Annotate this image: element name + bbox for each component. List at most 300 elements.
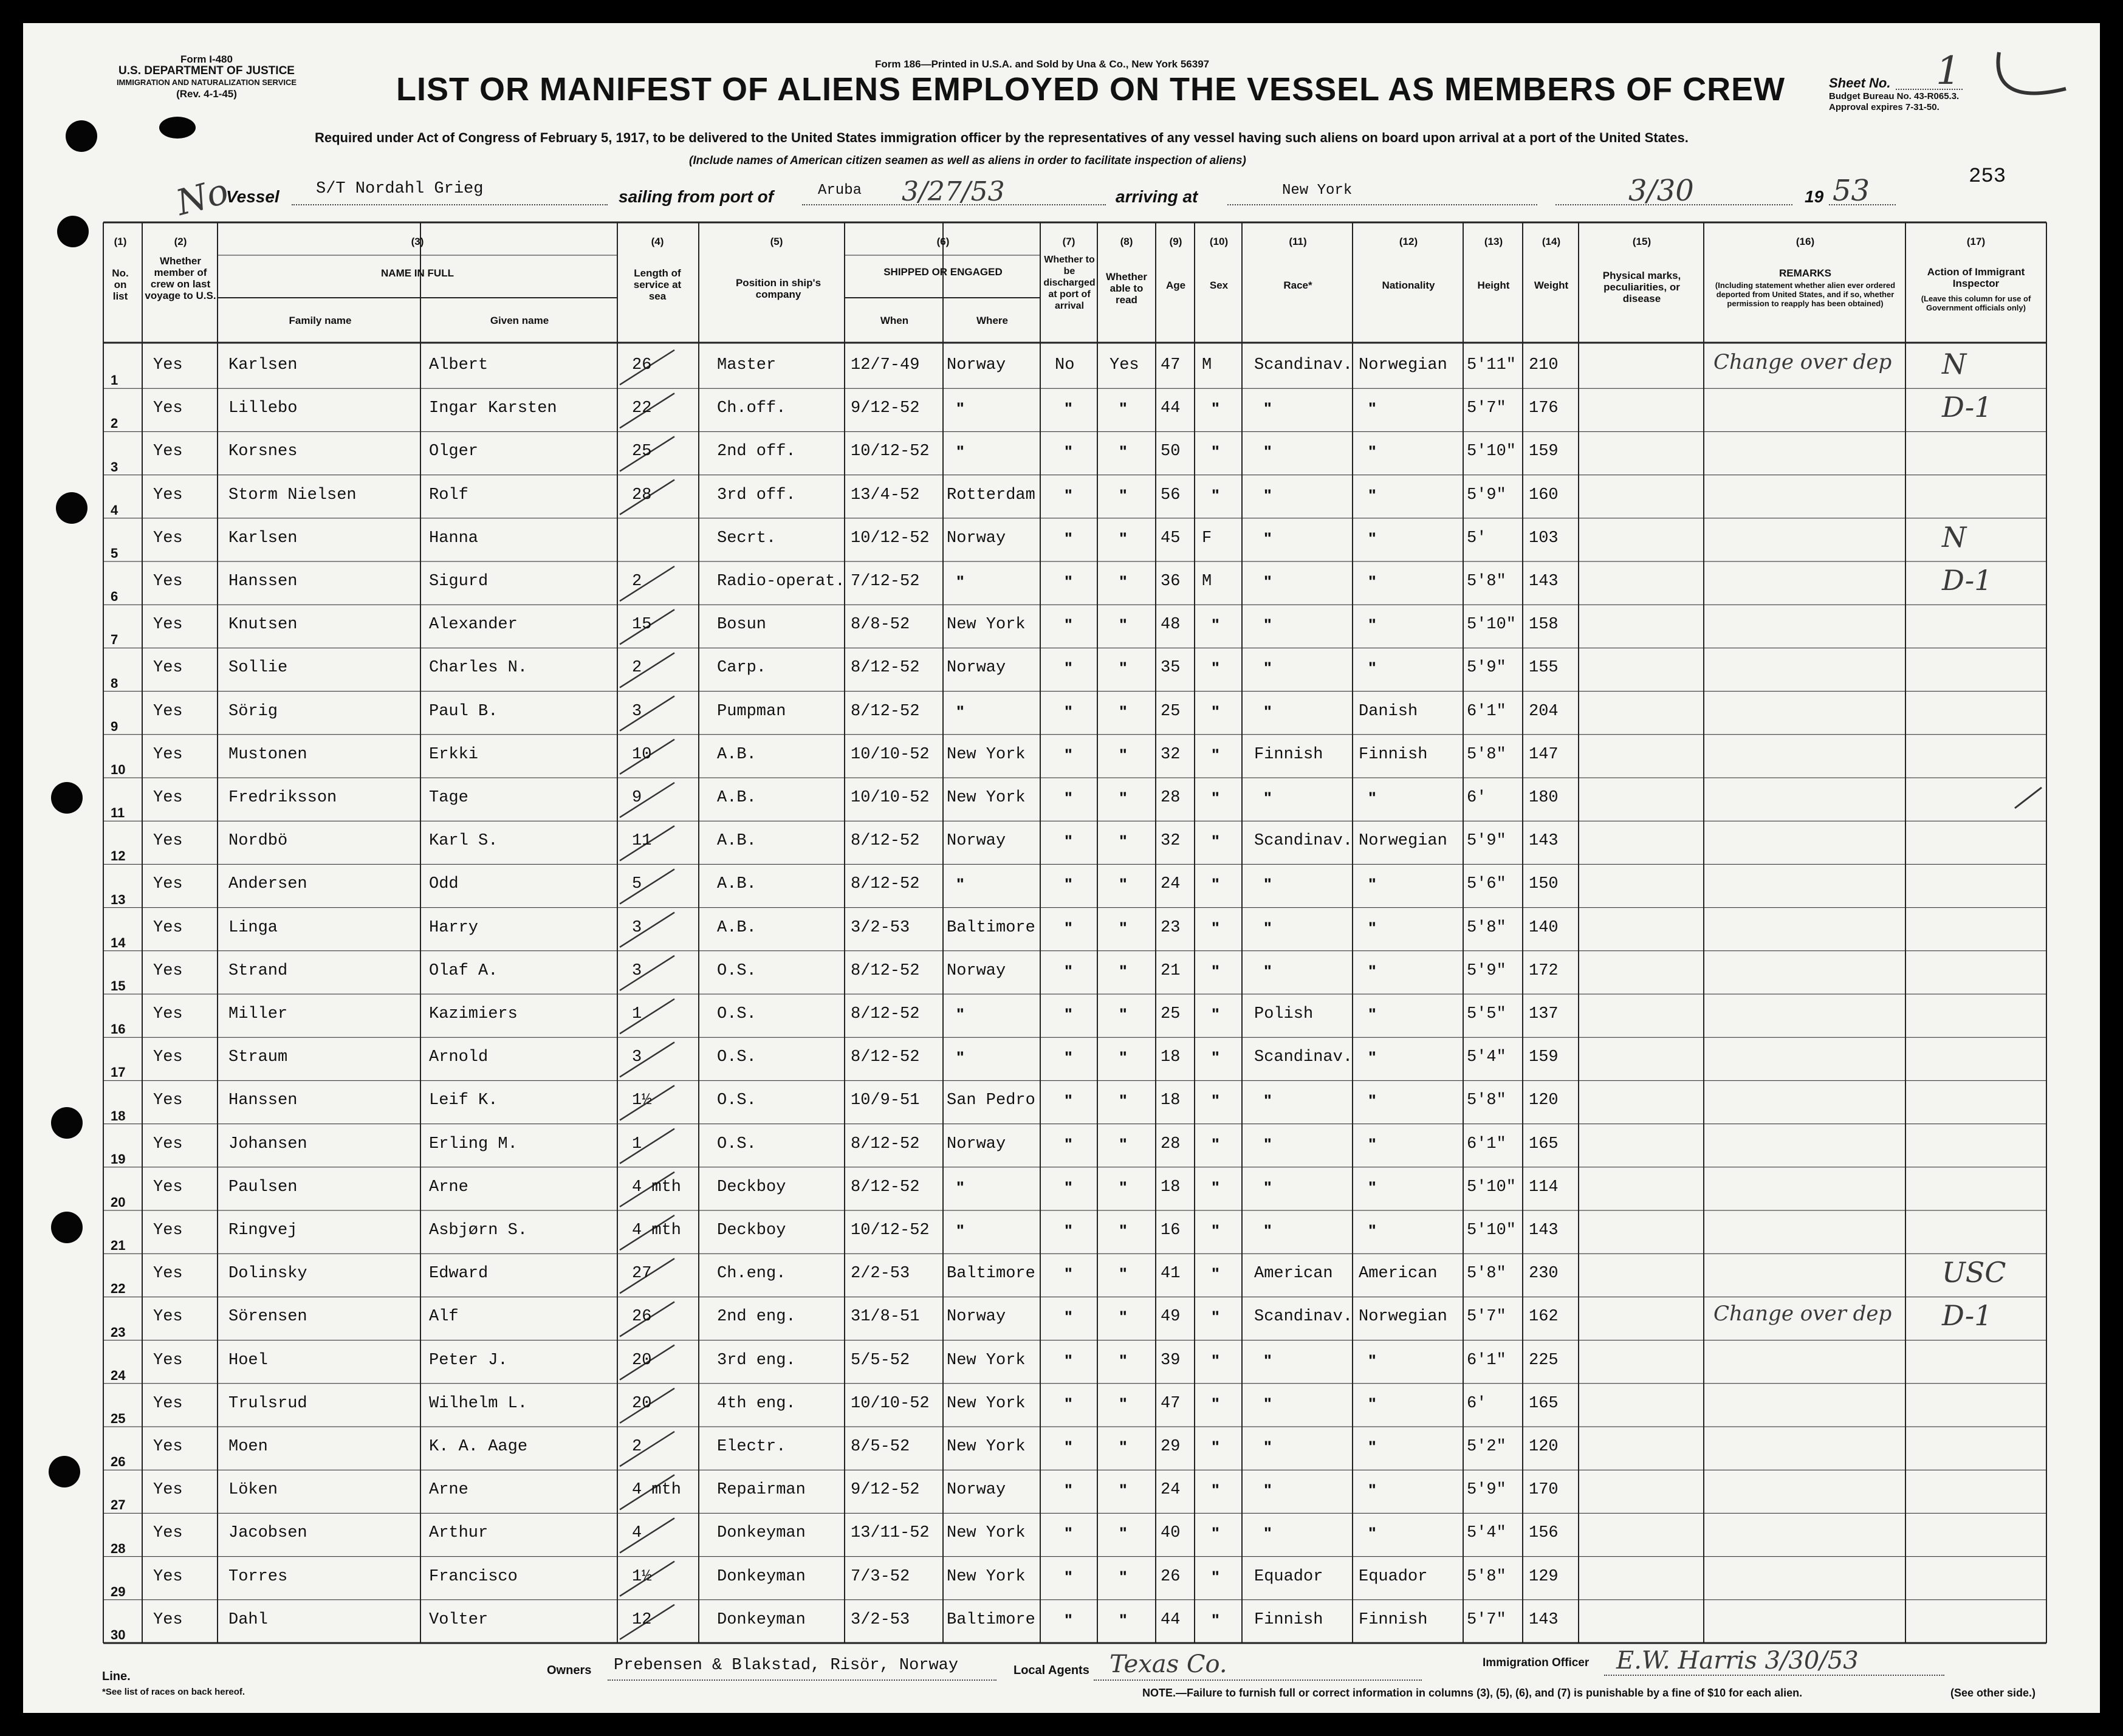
cell-weight: 204 <box>1529 702 1559 721</box>
cell-weight: 165 <box>1529 1134 1559 1153</box>
hdr-service-length: Length of service at sea <box>633 267 682 302</box>
cell-prior-voyage: Yes <box>153 1091 183 1110</box>
cell-prior-voyage: Yes <box>153 1610 183 1629</box>
cell-family-name: Hanssen <box>228 1091 298 1110</box>
cell-weight: 114 <box>1529 1178 1559 1196</box>
hdr-remarks-sub: (Including statement whether alien ever ordered deported from United States, and if so, whether permission to reapply has been obtained) <box>1715 281 1896 308</box>
hdr-position: Position in ship's company <box>735 277 821 300</box>
cell-nationality: Finnish <box>1359 745 1428 764</box>
hdr-num-14: (14) <box>1542 236 1561 247</box>
cell-able-read: " <box>1119 918 1127 937</box>
cell-height: 5'7" <box>1467 399 1506 418</box>
inspector-action: D-1 <box>1942 391 1992 424</box>
cell-service-length: 27 <box>632 1264 652 1283</box>
cell-position: 3rd off. <box>717 485 796 504</box>
cell-discharge: " <box>1065 961 1072 980</box>
cell-family-name: Miller <box>228 1005 288 1023</box>
cell-position: Radio-operat. <box>717 572 845 591</box>
cell-prior-voyage: Yes <box>153 875 183 894</box>
cell-race: Scandinav. <box>1254 1308 1353 1326</box>
hdr-num-1: (1) <box>114 236 127 247</box>
vessel-label: Vessel <box>226 187 280 206</box>
cell-race: Finnish <box>1254 1610 1323 1629</box>
cell-weight: 155 <box>1529 659 1559 678</box>
cell-height: 5'6" <box>1467 875 1506 894</box>
row-line-number: 14 <box>111 935 126 950</box>
cell-age: 25 <box>1161 702 1181 721</box>
hdr-height: Height <box>1477 280 1510 291</box>
cell-prior-voyage: Yes <box>153 789 183 807</box>
cell-race: " <box>1264 918 1272 937</box>
cell-shipped-when: 3/2-53 <box>851 1610 910 1629</box>
cell-family-name: Trulsrud <box>228 1394 307 1413</box>
cell-age: 29 <box>1161 1438 1181 1456</box>
cell-position: Master <box>717 356 777 374</box>
cell-prior-voyage: Yes <box>153 659 183 678</box>
cell-weight: 162 <box>1529 1308 1559 1326</box>
cell-family-name: Sollie <box>228 659 288 678</box>
cell-able-read: " <box>1119 572 1127 591</box>
cell-family-name: Hoel <box>228 1351 268 1370</box>
cell-nationality: " <box>1368 1091 1376 1110</box>
cell-sex: " <box>1212 1178 1219 1196</box>
cell-sex: " <box>1212 1481 1219 1500</box>
cell-age: 36 <box>1161 572 1181 591</box>
cell-discharge: " <box>1065 1134 1072 1153</box>
cell-position: A.B. <box>717 832 756 851</box>
cell-family-name: Karlsen <box>228 529 298 547</box>
cell-race: " <box>1264 1351 1272 1370</box>
cell-prior-voyage: Yes <box>153 1394 183 1413</box>
footer-line-label: Line. <box>102 1670 131 1683</box>
cell-shipped-when: 9/12-52 <box>851 1481 920 1500</box>
cell-shipped-where: " <box>956 572 964 591</box>
cell-shipped-where: " <box>956 875 964 894</box>
sailing-label: sailing from port of <box>619 187 774 206</box>
cell-family-name: Fredriksson <box>228 789 337 807</box>
cell-height: 5'8" <box>1467 1091 1506 1110</box>
cell-discharge: " <box>1065 1178 1072 1196</box>
cell-nationality: " <box>1368 1134 1376 1153</box>
cell-family-name: Ringvej <box>228 1221 298 1240</box>
cell-shipped-where: Norway <box>947 961 1006 980</box>
cell-family-name: Nordbö <box>228 832 288 851</box>
cell-position: O.S. <box>717 961 756 980</box>
cell-nationality: " <box>1368 529 1376 547</box>
cell-position: 3rd eng. <box>717 1351 796 1370</box>
cell-sex: " <box>1212 702 1219 721</box>
cell-nationality: " <box>1368 572 1376 591</box>
cell-height: 6'1" <box>1467 702 1506 721</box>
cell-height: 5'10" <box>1467 1178 1517 1196</box>
cell-service-length: 9 <box>632 789 642 807</box>
cell-nationality: " <box>1368 961 1376 980</box>
cell-race: Scandinav. <box>1254 356 1353 374</box>
hdr-race: Race* <box>1283 280 1312 291</box>
cell-position: Deckboy <box>717 1221 786 1240</box>
row-line-number: 24 <box>111 1367 126 1383</box>
cell-family-name: Mustonen <box>228 745 307 764</box>
owners-underline <box>608 1679 996 1681</box>
cell-able-read: " <box>1119 1221 1127 1240</box>
cell-shipped-when: 10/12-52 <box>851 442 930 461</box>
cell-given-name: K. A. Aage <box>429 1438 528 1456</box>
cell-shipped-where: New York <box>947 789 1026 807</box>
cell-position: 2nd off. <box>717 442 796 461</box>
cell-age: 41 <box>1161 1264 1181 1283</box>
cell-shipped-where: Norway <box>947 529 1006 547</box>
cell-prior-voyage: Yes <box>153 1178 183 1196</box>
cell-service-length: 2 <box>632 1438 642 1456</box>
cell-race: " <box>1264 1178 1272 1196</box>
cell-nationality: " <box>1368 659 1376 678</box>
cell-sex: " <box>1212 1264 1219 1283</box>
cell-height: 5'4" <box>1467 1048 1506 1067</box>
cell-shipped-when: 10/12-52 <box>851 1221 930 1240</box>
cell-service-length: 26 <box>632 356 652 374</box>
cell-family-name: Korsnes <box>228 442 298 461</box>
row-line-number: 10 <box>111 762 126 777</box>
cell-service-length: 4 <box>632 1524 642 1543</box>
cell-weight: 230 <box>1529 1264 1559 1283</box>
cell-prior-voyage: Yes <box>153 961 183 980</box>
cell-age: 39 <box>1161 1351 1181 1370</box>
cell-position: Ch.eng. <box>717 1264 786 1283</box>
inspector-action: N <box>1942 348 1967 380</box>
cell-shipped-when: 8/12-52 <box>851 1048 920 1067</box>
pen-stroke <box>2015 787 2042 808</box>
form-title: LIST OR MANIFEST OF ALIENS EMPLOYED ON THE VESSEL AS MEMBERS OF CREW <box>396 71 1786 108</box>
cell-service-length: 28 <box>632 485 652 504</box>
cell-shipped-where: " <box>956 1048 964 1067</box>
cell-shipped-when: 10/12-52 <box>851 529 930 547</box>
form-id-line: U.S. DEPARTMENT OF JUSTICE <box>118 64 295 77</box>
cell-service-length: 1½ <box>632 1567 652 1586</box>
cell-shipped-when: 13/11-52 <box>851 1524 930 1543</box>
cell-sex: " <box>1212 442 1219 461</box>
cell-given-name: Arne <box>429 1481 468 1500</box>
hdr-num-3: (3) <box>411 236 424 247</box>
cell-height: 5'2" <box>1467 1438 1506 1456</box>
cell-nationality: " <box>1368 1221 1376 1240</box>
cell-weight: 176 <box>1529 399 1559 418</box>
row-line-number: 2 <box>111 416 118 431</box>
cell-discharge: " <box>1065 659 1072 678</box>
printer-note: Form 186—Printed in U.S.A. and Sold by Una & Co., New York 56397 <box>875 58 1210 70</box>
row-line-number: 18 <box>111 1108 126 1124</box>
cell-position: A.B. <box>717 918 756 937</box>
cell-nationality: " <box>1368 1394 1376 1413</box>
strike-mark <box>620 696 674 731</box>
cell-able-read: " <box>1119 1264 1127 1283</box>
cell-discharge: " <box>1065 1351 1072 1370</box>
cell-discharge: " <box>1065 1264 1072 1283</box>
cell-position: Donkeyman <box>717 1567 806 1586</box>
cell-position: Carp. <box>717 659 767 678</box>
arriving-port: New York <box>1282 182 1353 199</box>
cell-weight: 103 <box>1529 529 1559 547</box>
row-line-number: 5 <box>111 546 118 561</box>
cell-family-name: Moen <box>228 1438 268 1456</box>
form-id-line: Form I-480 <box>180 53 233 65</box>
cell-weight: 150 <box>1529 875 1559 894</box>
cell-height: 5'9" <box>1467 659 1506 678</box>
cell-prior-voyage: Yes <box>153 1221 183 1240</box>
cell-shipped-when: 9/12-52 <box>851 399 920 418</box>
cell-shipped-when: 10/9-51 <box>851 1091 920 1110</box>
cell-shipped-when: 8/12-52 <box>851 1005 920 1023</box>
strike-mark <box>620 1432 674 1466</box>
cell-given-name: Paul B. <box>429 702 498 721</box>
row-line-number: 21 <box>111 1238 126 1254</box>
cell-prior-voyage: Yes <box>153 1567 183 1586</box>
margin-note: No <box>171 170 233 224</box>
cell-height: 5'8" <box>1467 572 1506 591</box>
strike-mark <box>620 869 674 904</box>
row-line-number: 29 <box>111 1583 126 1599</box>
hdr-discharge: Whether to be discharged at port of arrival <box>1043 255 1096 311</box>
cell-age: 56 <box>1161 485 1181 504</box>
cell-position: Repairman <box>717 1481 806 1500</box>
cell-given-name: Edward <box>429 1264 489 1283</box>
cell-nationality: " <box>1368 399 1376 418</box>
cell-height: 6'1" <box>1467 1351 1506 1370</box>
cell-service-length: 3 <box>632 918 642 937</box>
cell-discharge: " <box>1065 399 1072 418</box>
owners-value: Prebensen & Blakstad, Risör, Norway <box>614 1656 959 1675</box>
cell-given-name: Volter <box>429 1610 489 1629</box>
cell-race: " <box>1264 399 1272 418</box>
cell-service-length: 20 <box>632 1351 652 1370</box>
cell-shipped-where: New York <box>947 1567 1026 1586</box>
cell-service-length: 15 <box>632 616 652 634</box>
cell-race: " <box>1264 442 1272 461</box>
cell-able-read: " <box>1119 616 1127 634</box>
cell-shipped-when: 10/10-52 <box>851 745 930 764</box>
inspector-action: D-1 <box>1942 1299 1992 1333</box>
cell-given-name: Peter J. <box>429 1351 508 1370</box>
cell-shipped-when: 31/8-51 <box>851 1308 920 1326</box>
cell-position: Bosun <box>717 616 767 634</box>
cell-age: 28 <box>1161 789 1181 807</box>
cell-weight: 180 <box>1529 789 1559 807</box>
vessel-name: S/T Nordahl Grieg <box>316 180 484 198</box>
cell-prior-voyage: Yes <box>153 1134 183 1153</box>
cell-able-read: " <box>1119 485 1127 504</box>
row-line-number: 17 <box>111 1065 126 1080</box>
cell-age: 25 <box>1161 1005 1181 1023</box>
cell-weight: 170 <box>1529 1481 1559 1500</box>
cell-discharge: " <box>1065 1481 1072 1500</box>
hdr-num-16: (16) <box>1795 236 1815 247</box>
cell-discharge: " <box>1065 485 1072 504</box>
cell-able-read: " <box>1119 875 1127 894</box>
cell-given-name: Asbjørn S. <box>429 1221 528 1240</box>
cell-height: 5'11" <box>1467 356 1517 374</box>
cell-weight: 120 <box>1529 1091 1559 1110</box>
cell-shipped-where: " <box>956 1178 964 1196</box>
cell-shipped-where: New York <box>947 1394 1026 1413</box>
cell-family-name: Strand <box>228 961 288 980</box>
hdr-num-12: (12) <box>1399 236 1418 247</box>
hdr-shipped: SHIPPED OR ENGAGED <box>883 266 1003 278</box>
cell-family-name: Storm Nielsen <box>228 485 357 504</box>
cell-able-read: " <box>1119 745 1127 764</box>
cell-position: A.B. <box>717 789 756 807</box>
cell-family-name: Torres <box>228 1567 288 1586</box>
cell-age: 35 <box>1161 659 1181 678</box>
hdr-shipped-when: When <box>880 315 909 326</box>
hdr-num-15: (15) <box>1632 236 1651 247</box>
cell-given-name: Karl S. <box>429 832 498 851</box>
cell-position: Deckboy <box>717 1178 786 1196</box>
cell-height: 5'8" <box>1467 918 1506 937</box>
cell-shipped-when: 8/12-52 <box>851 875 920 894</box>
cell-prior-voyage: Yes <box>153 1524 183 1543</box>
cell-height: 5'7" <box>1467 1308 1506 1326</box>
hdr-num-6: (6) <box>936 236 950 247</box>
cell-sex: " <box>1212 789 1219 807</box>
cell-family-name: Dahl <box>228 1610 268 1629</box>
cell-family-name: Paulsen <box>228 1178 298 1196</box>
cell-weight: 129 <box>1529 1567 1559 1586</box>
cell-position: A.B. <box>717 745 756 764</box>
cell-given-name: Rolf <box>429 485 468 504</box>
cell-age: 26 <box>1161 1567 1181 1586</box>
strike-mark <box>620 999 674 1034</box>
cell-prior-voyage: Yes <box>153 1438 183 1456</box>
sheet-no-value: 1 <box>1936 49 1961 94</box>
remark-handwriting: Change over dep <box>1713 350 1892 374</box>
hdr-physical-marks: Physical marks, peculiarities, or disease <box>1602 270 1681 304</box>
cell-family-name: Johansen <box>228 1134 307 1153</box>
cell-given-name: Harry <box>429 918 479 937</box>
cell-able-read: " <box>1119 1394 1127 1413</box>
cell-age: 16 <box>1161 1221 1181 1240</box>
cell-sex: " <box>1212 1221 1219 1240</box>
cell-able-read: " <box>1119 1308 1127 1326</box>
cell-service-length: 1 <box>632 1134 642 1153</box>
cell-able-read: " <box>1119 529 1127 547</box>
cell-age: 18 <box>1161 1178 1181 1196</box>
cell-given-name: Alf <box>429 1308 459 1326</box>
cell-discharge: " <box>1065 702 1072 721</box>
cell-able-read: " <box>1119 1567 1127 1586</box>
form-subtitle: Required under Act of Congress of February 5, 1917, to be delivered to the United States immigration officer by the representatives of any vessel having such aliens on board upon arrival at a port of the United States. <box>315 130 1689 145</box>
cell-shipped-where: Norway <box>947 659 1006 678</box>
cell-service-length: 1 <box>632 1005 642 1023</box>
cell-prior-voyage: Yes <box>153 918 183 937</box>
cell-discharge: " <box>1065 1438 1072 1456</box>
strike-mark <box>620 913 674 947</box>
cell-able-read: Yes <box>1110 356 1139 374</box>
cell-position: Donkeyman <box>717 1610 806 1629</box>
cell-age: 47 <box>1161 1394 1181 1413</box>
cell-nationality: " <box>1368 1048 1376 1067</box>
cell-service-length: 10 <box>632 745 652 764</box>
cell-shipped-where: New York <box>947 1438 1026 1456</box>
remark-handwriting: Change over dep <box>1713 1302 1892 1326</box>
cell-nationality: " <box>1368 1005 1376 1023</box>
cell-family-name: Andersen <box>228 875 307 894</box>
cell-given-name: Kazimiers <box>429 1005 518 1023</box>
cell-age: 21 <box>1161 961 1181 980</box>
cell-sex: " <box>1212 1438 1219 1456</box>
cell-shipped-where: New York <box>947 1351 1026 1370</box>
cell-prior-voyage: Yes <box>153 745 183 764</box>
strike-mark <box>620 566 674 601</box>
cell-discharge: " <box>1065 529 1072 547</box>
cell-sex: " <box>1212 918 1219 937</box>
cell-service-length: 25 <box>632 442 652 461</box>
cell-prior-voyage: Yes <box>153 485 183 504</box>
cell-race: " <box>1264 1221 1272 1240</box>
hdr-num-17: (17) <box>1966 236 1986 247</box>
cell-age: 44 <box>1161 399 1181 418</box>
cell-discharge: " <box>1065 875 1072 894</box>
hdr-num-5: (5) <box>770 236 783 247</box>
cell-discharge: " <box>1065 1221 1072 1240</box>
cell-prior-voyage: Yes <box>153 1481 183 1500</box>
cell-shipped-where: " <box>956 702 964 721</box>
cell-nationality: Finnish <box>1359 1610 1428 1629</box>
cell-race: " <box>1264 1394 1272 1413</box>
cell-able-read: " <box>1119 1134 1127 1153</box>
depart-date: 3/27/53 <box>902 176 1005 207</box>
row-line-number: 12 <box>111 848 126 864</box>
port-name: Aruba <box>818 182 862 199</box>
cell-age: 49 <box>1161 1308 1181 1326</box>
cell-discharge: " <box>1065 1610 1072 1629</box>
cell-age: 24 <box>1161 875 1181 894</box>
cell-position: Pumpman <box>717 702 786 721</box>
hdr-remarks: REMARKS <box>1779 267 1831 279</box>
cell-discharge: " <box>1065 789 1072 807</box>
cell-position: Secrt. <box>717 529 777 547</box>
cell-race: " <box>1264 1091 1272 1110</box>
cell-shipped-when: 8/8-52 <box>851 616 910 634</box>
cell-prior-voyage: Yes <box>153 1264 183 1283</box>
cell-shipped-where: Norway <box>947 832 1006 851</box>
row-line-number: 15 <box>111 978 126 993</box>
cell-height: 5'9" <box>1467 961 1506 980</box>
cell-nationality: " <box>1368 918 1376 937</box>
cell-shipped-where: Baltimore <box>947 1610 1035 1629</box>
cell-able-read: " <box>1119 789 1127 807</box>
cell-prior-voyage: Yes <box>153 832 183 851</box>
hdr-num-2: (2) <box>174 236 187 247</box>
cell-race: " <box>1264 789 1272 807</box>
row-line-number: 20 <box>111 1195 126 1210</box>
hdr-num-4: (4) <box>651 236 664 247</box>
cell-nationality: Norwegian <box>1359 832 1447 851</box>
cell-service-length: 3 <box>632 702 642 721</box>
cell-height: 6'1" <box>1467 1134 1506 1153</box>
see-other-side: (See other side.) <box>1950 1687 2036 1699</box>
cell-service-length: 5 <box>632 875 642 894</box>
cell-position: Electr. <box>717 1438 786 1456</box>
cell-prior-voyage: Yes <box>153 616 183 634</box>
cell-position: 2nd eng. <box>717 1308 796 1326</box>
inspector-action: USC <box>1942 1256 2006 1289</box>
inspector-action: D-1 <box>1942 564 1992 597</box>
cell-weight: 120 <box>1529 1438 1559 1456</box>
cell-family-name: Linga <box>228 918 278 937</box>
cell-prior-voyage: Yes <box>153 572 183 591</box>
cell-service-length: 1½ <box>632 1091 652 1110</box>
hdr-list-no: No. on list <box>112 267 129 302</box>
cell-able-read: " <box>1119 1481 1127 1500</box>
